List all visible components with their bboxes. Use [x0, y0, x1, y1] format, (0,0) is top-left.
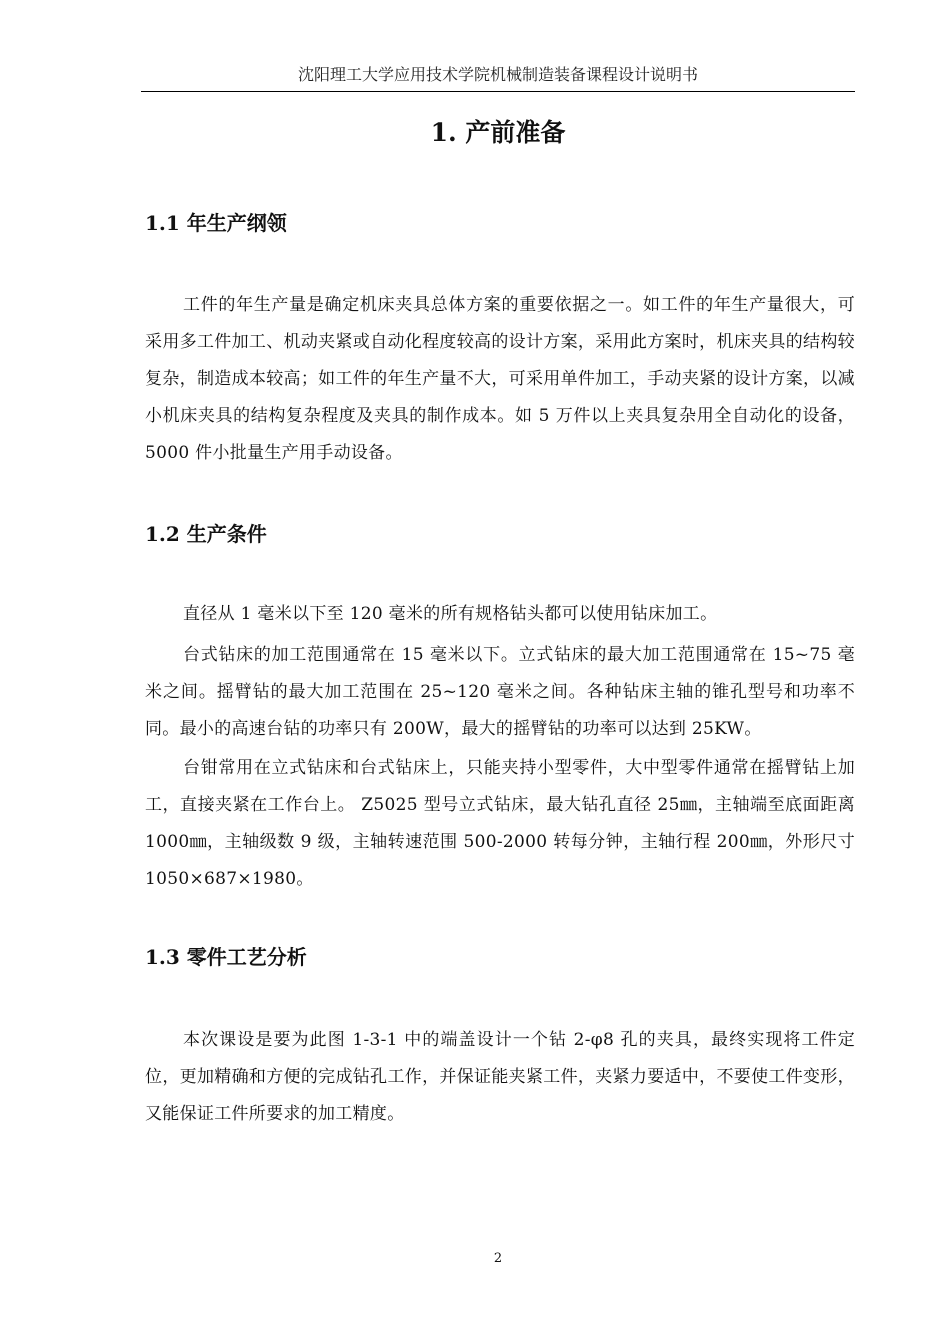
running-header: 沈阳理工大学应用技术学院机械制造装备课程设计说明书 [297, 65, 698, 84]
section-heading-1-3: 1.3 零件工艺分析 [145, 945, 307, 969]
paragraph-part-analysis: 本次课设是要为此图 1-3-1 中的端盖设计一个钻 2-φ8 孔的夹具，最终实现将工件定位，更加精确和方便的完成钻孔工作，并保证能夹紧工件，夹紧力要适中，不要使工件变形，又能保证工件所要求的加工精度。 [145, 1030, 855, 1124]
section-heading-1-1: 1.1 年生产纲领 [145, 211, 287, 235]
chapter-title: 1. 产前准备 [430, 118, 566, 147]
header-rule [141, 91, 855, 92]
paragraph-annual-production: 工件的年生产量是确定机床夹具总体方案的重要依据之一。如工件的年生产量很大，可采用多工件加工、机动夹紧或自动化程度较高的设计方案，采用此方案时，机床夹具的结构较复杂，制造成本较高；如工件的年生产量不大，可采用单件加工，手动夹紧的设计方案，以减小机床夹具的结构复杂程度及夹具的制作成本。如 5 万件以上夹具复杂用全自动化的设备，5000 件小批量生产用手动设备。 [145, 295, 855, 463]
page-number: 2 [493, 1251, 503, 1266]
paragraph-vise-and-machine: 台钳常用在立式钻床和台式钻床上，只能夹持小型零件，大中型零件通常在摇臂钻上加工，直接夹紧在工作台上。 Z5025 型号立式钻床，最大钻孔直径 25㎜，主轴端至底面距离 1000㎜，主轴级数 9 级，主轴转速范围 500-2000 转每分钟，主轴行程 200㎜，外形尺寸 1050×687×1980。 [145, 758, 856, 889]
section-heading-1-2: 1.2 生产条件 [145, 522, 267, 546]
paragraph-drill-types: 台式钻床的加工范围通常在 15 毫米以下。立式钻床的最大加工范围通常在 15~75 毫米之间。摇臂钻的最大加工范围在 25~120 毫米之间。各种钻床主轴的锥孔型号和功率不同。最小的高速台钻的功率只有 200W，最大的摇臂钻的功率可以达到 25KW。 [145, 645, 855, 739]
paragraph-drill-range: 直径从 1 毫米以下至 120 毫米的所有规格钻头都可以使用钻床加工。 [183, 604, 718, 624]
